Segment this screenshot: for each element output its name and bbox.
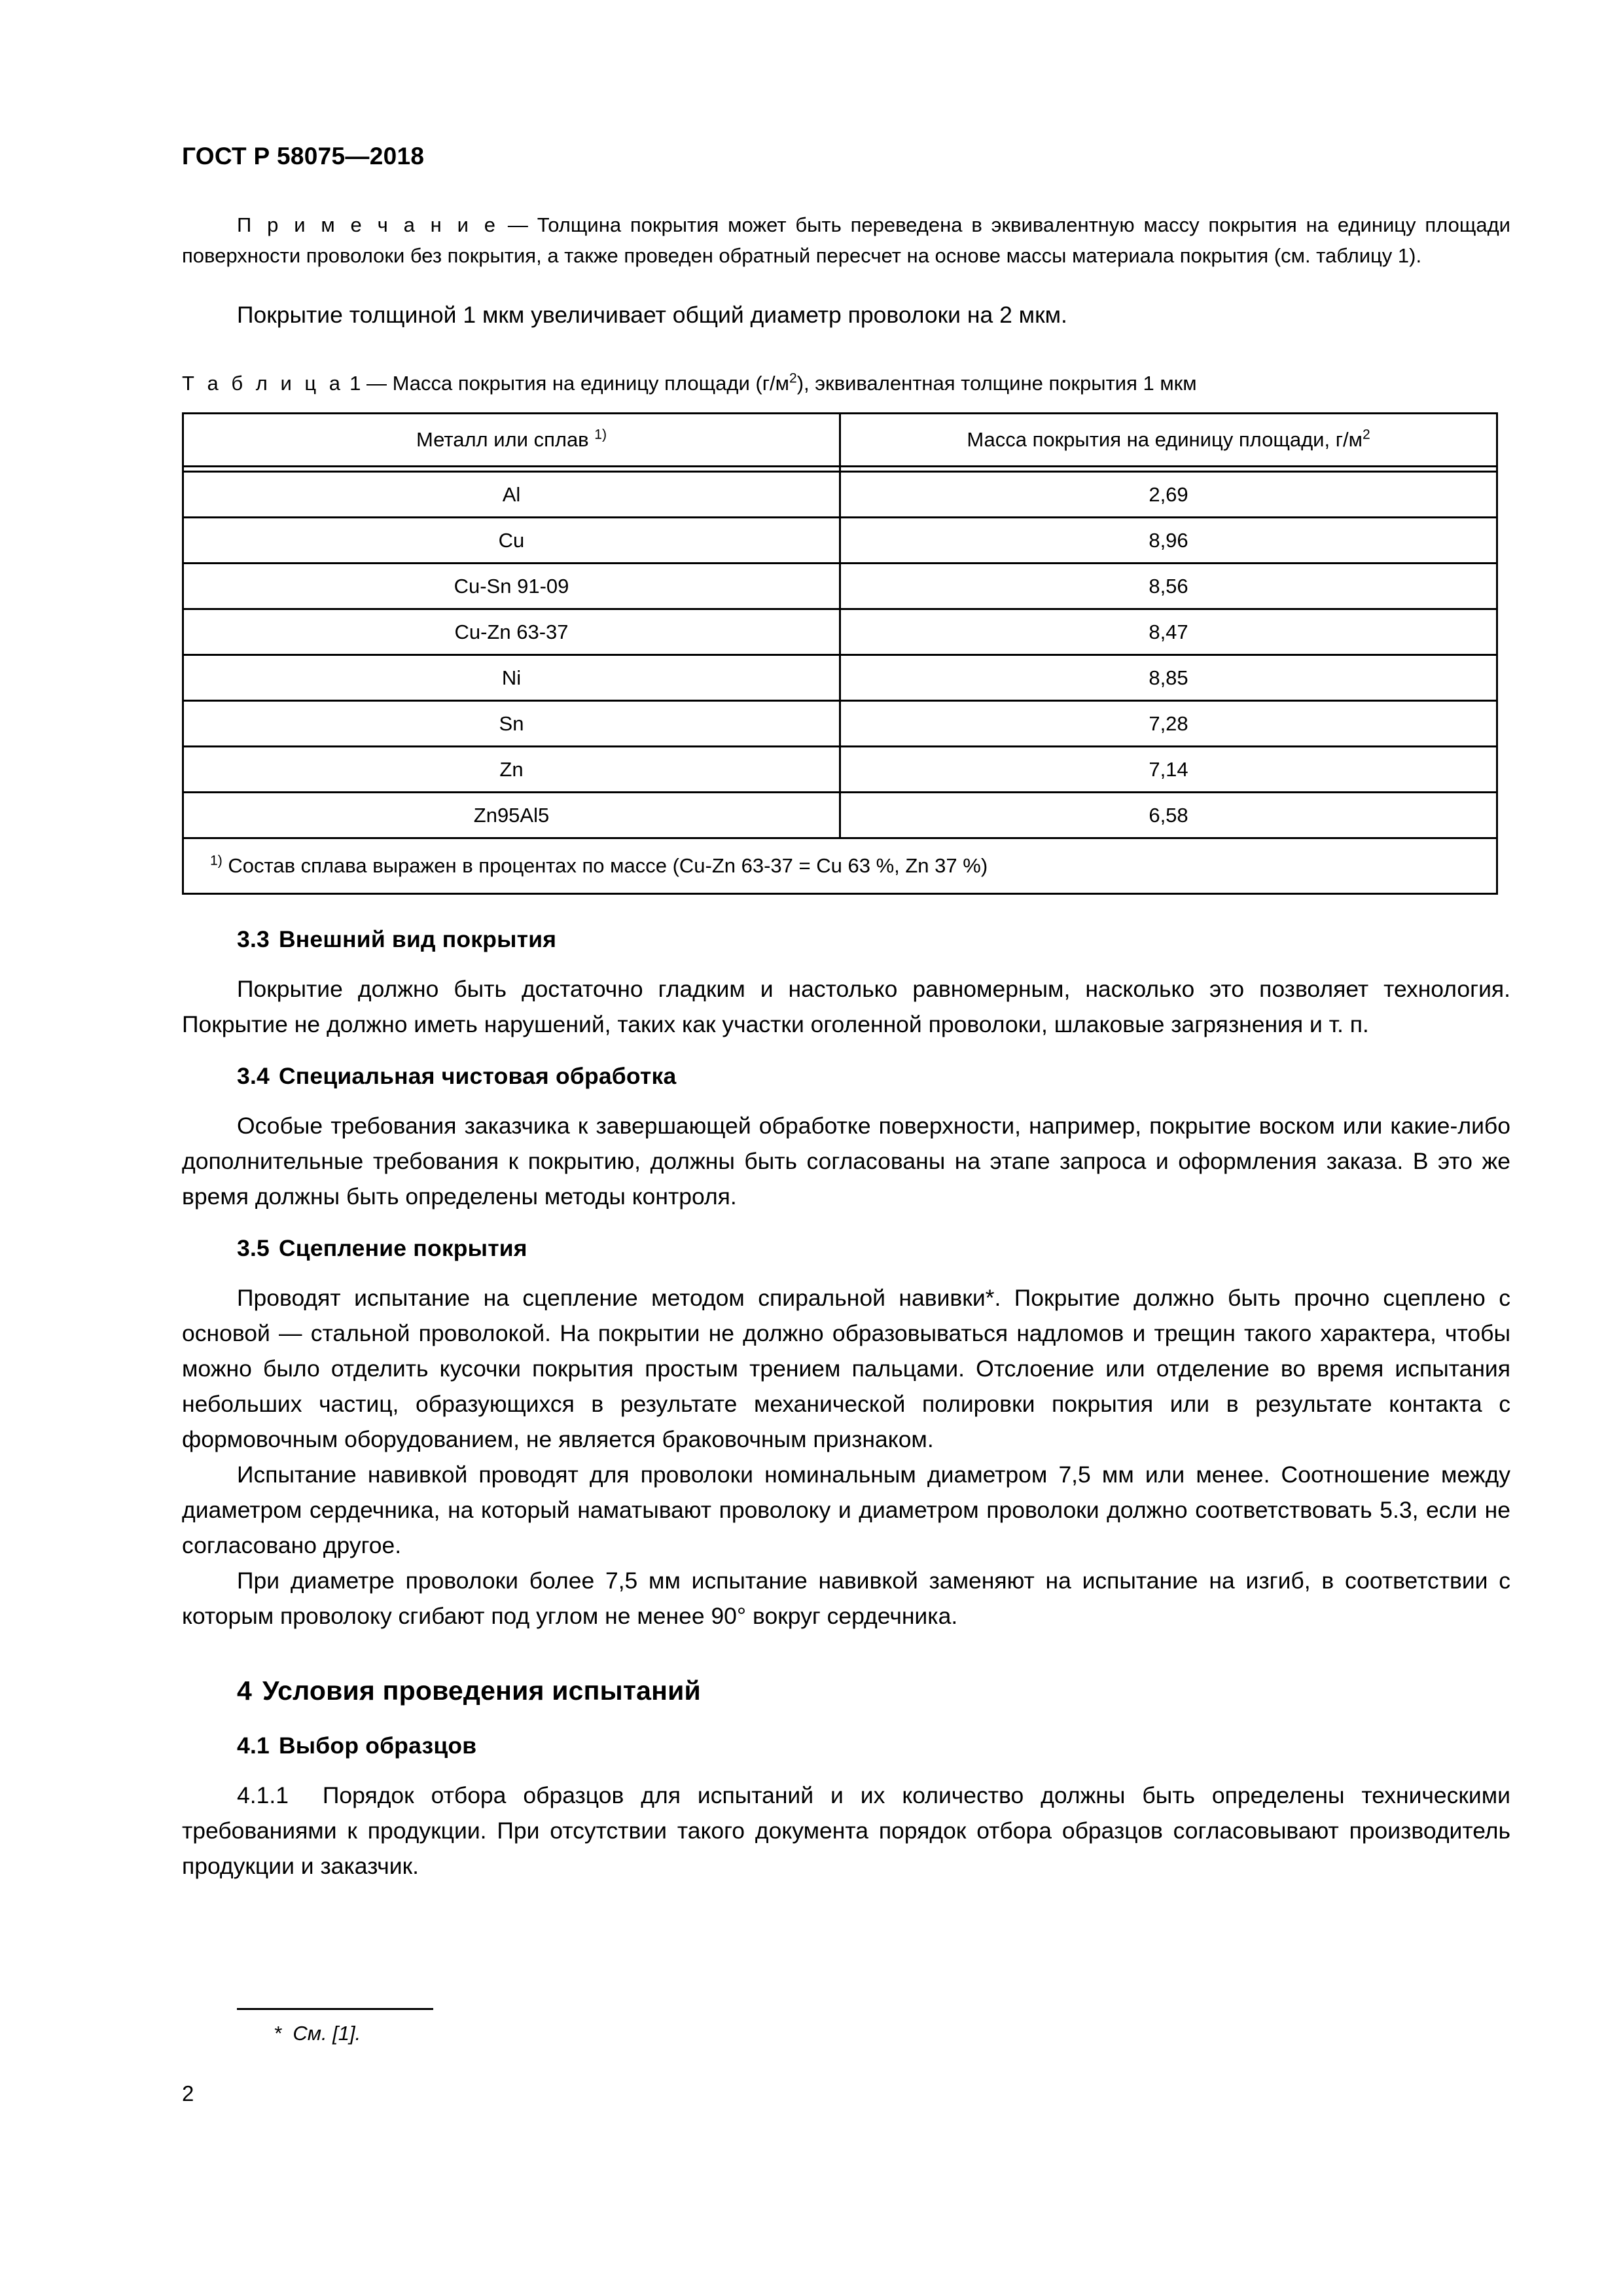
table-footnote-text: Состав сплава выражен в процентах по массе (Cu-Zn 63-37 = Cu 63 %, Zn 37 %) xyxy=(222,854,988,877)
heading-4-1-title: Выбор образцов xyxy=(278,1732,477,1759)
page-number: 2 xyxy=(182,2081,194,2106)
heading-3-4 xyxy=(182,1063,1510,1090)
cell-metal: Al xyxy=(183,472,840,518)
spacer xyxy=(182,1090,1510,1108)
note-body: Толщина покрытия может быть переведена в эквивалентную массу покрытия на единицу площади поверхности проволоки без покрытия, а также проведен обратный пересчет на основе массы материала покрытия (см. таблицу 1). xyxy=(182,213,1510,267)
table-caption xyxy=(182,369,1510,398)
table-header-double-rule xyxy=(183,467,1497,472)
table-header-row xyxy=(183,414,1497,467)
cell-metal: Cu-Sn 91-09 xyxy=(183,564,840,609)
note-paragraph xyxy=(182,209,1510,271)
heading-3-3-title: Внешний вид покрытия xyxy=(278,926,557,952)
paragraph-4-1-1 xyxy=(182,1778,1510,1884)
cell-mass: 7,14 xyxy=(840,747,1497,793)
paragraph-3-3: Покрытие должно быть достаточно гладким и настолько равномерным, насколько это позволяет технология. Покрытие не должно иметь нарушений, таких как участки оголенной проволоки, шлаковые загрязнения и т. п. xyxy=(182,976,1510,1037)
heading-3-3 xyxy=(182,926,1510,953)
heading-4-title: Условия проведения испытаний xyxy=(262,1676,701,1706)
cell-mass: 2,69 xyxy=(840,472,1497,518)
rule-left xyxy=(183,467,840,472)
note-label: П р и м е ч а н и е xyxy=(237,213,499,236)
spacer xyxy=(182,332,1510,369)
cell-metal: Cu xyxy=(183,518,840,564)
paragraph-4-1-1-body: Порядок отбора образцов для испытаний и их количество должны быть определены техническими требованиями к продукции. При отсутствии такого документа порядок отбора образцов согласовывают производитель продукции и заказчик. xyxy=(182,1782,1511,1879)
rule-right xyxy=(840,467,1497,472)
footnote-marker: * xyxy=(274,2022,282,2045)
table-header-mass-text: Масса покрытия на единицу площади, г/м xyxy=(967,428,1363,451)
table-row xyxy=(183,564,1497,609)
paragraph-3-5-1: Проводят испытание на сцепление методом спиральной навивки*. Покрытие должно быть прочно сцеплено с основой — стальной проволокой. На покрытии не должно образовываться надломов и трещин такого характера, чтобы можно было отделить кусочки покрытия простым трением пальцами. Отслоение или отделение во время испытания небольших частиц, образующихся в результате механической полировки покрытия или в результате контакта с формовочным оборудованием, не является браковочным признаком. xyxy=(182,1285,1510,1452)
paragraph-3-5-3: При диаметре проволоки более 7,5 мм испытание навивкой заменяют на испытание на изгиб, в соответствии с которым проволоку сгибают под углом не менее 90° вокруг сердечника. xyxy=(182,1568,1510,1629)
cell-metal: Ni xyxy=(183,655,840,701)
table-header-metal xyxy=(183,414,840,467)
spacer xyxy=(182,1759,1510,1778)
paragraph-3-5-2: Испытание навивкой проводят для проволоки номинальным диаметром 7,5 мм или менее. Соотношение между диаметром сердечника, на который наматывают проволоку и диаметром проволоки должно соответствовать 5.3, если не согласовано другое. xyxy=(182,1462,1510,1558)
note-dash: — xyxy=(499,213,537,236)
spacer xyxy=(182,271,1510,297)
table-caption-label: Т а б л и ц а xyxy=(182,372,344,395)
spacer xyxy=(182,953,1510,971)
heading-4-1 xyxy=(182,1732,1510,1759)
heading-4 xyxy=(182,1676,1510,1706)
table-body xyxy=(183,472,1497,894)
page-number-block xyxy=(182,2081,194,2106)
table-footnote-cell xyxy=(183,838,1497,894)
cell-metal: Zn95Al5 xyxy=(183,793,840,838)
cell-mass: 7,28 xyxy=(840,701,1497,747)
paragraph-3-4: Особые требования заказчика к завершающей обработке поверхности, например, покрытие воском или какие-либо дополнительные требования к покрытию, должны быть согласованы на этапе запроса и оформления заказа. В это же время должны быть определены методы контроля. xyxy=(182,1113,1510,1210)
table-caption-superscript: 2 xyxy=(789,370,797,386)
table-header-mass-superscript: 2 xyxy=(1362,427,1370,442)
paragraph-thickness: Покрытие толщиной 1 мкм увеличивает общий диаметр проволоки на 2 мкм. xyxy=(237,302,1067,328)
table-caption-dash: — xyxy=(361,372,393,395)
spacer xyxy=(182,1214,1510,1235)
table-row xyxy=(183,701,1497,747)
heading-3-4-title: Специальная чистовая обработка xyxy=(278,1063,677,1089)
spacer xyxy=(182,1042,1510,1063)
table-row xyxy=(183,472,1497,518)
spacer xyxy=(182,1262,1510,1280)
cell-mass: 8,56 xyxy=(840,564,1497,609)
cell-metal: Zn xyxy=(183,747,840,793)
heading-4-1-number: 4.1 xyxy=(237,1732,270,1759)
table-caption-text-b: ), эквивалентная толщине покрытия 1 мкм xyxy=(796,372,1197,395)
document-header: ГОСТ Р 58075—2018 xyxy=(182,143,425,170)
table-row xyxy=(183,609,1497,655)
spacer xyxy=(182,398,1510,412)
footnote-text-content: См. [1]. xyxy=(293,2022,361,2045)
footnote xyxy=(182,2022,1510,2045)
page-content xyxy=(182,209,1510,1884)
table-footnote-row xyxy=(183,838,1497,894)
table-caption-number: 1 xyxy=(349,372,361,395)
spacer xyxy=(182,1706,1510,1732)
table-head xyxy=(183,414,1497,472)
table-footnote-superscript: 1) xyxy=(210,853,223,869)
cell-mass: 6,58 xyxy=(840,793,1497,838)
coating-mass-table xyxy=(182,412,1498,895)
cell-mass: 8,96 xyxy=(840,518,1497,564)
paragraph-4-1-1-number: 4.1.1 xyxy=(237,1782,289,1808)
spacer xyxy=(182,1634,1510,1676)
spacer xyxy=(182,2010,1510,2022)
table-row xyxy=(183,655,1497,701)
table-header-metal-text: Металл или сплав xyxy=(416,428,595,451)
heading-3-5-number: 3.5 xyxy=(237,1235,270,1261)
heading-3-3-number: 3.3 xyxy=(237,926,270,952)
spacer xyxy=(182,895,1510,926)
table-row xyxy=(183,793,1497,838)
cell-mass: 8,85 xyxy=(840,655,1497,701)
cell-mass: 8,47 xyxy=(840,609,1497,655)
table-header-mass xyxy=(840,414,1497,467)
heading-3-5-title: Сцепление покрытия xyxy=(278,1235,527,1261)
cell-metal: Cu-Zn 63-37 xyxy=(183,609,840,655)
table-caption-text-a: Масса покрытия на единицу площади (г/м xyxy=(392,372,789,395)
heading-3-4-number: 3.4 xyxy=(237,1063,270,1089)
table-header-metal-superscript: 1) xyxy=(594,427,607,442)
heading-3-5 xyxy=(182,1235,1510,1262)
footnote-block xyxy=(182,2008,1510,2045)
heading-4-number: 4 xyxy=(237,1676,253,1706)
cell-metal: Sn xyxy=(183,701,840,747)
table-row xyxy=(183,518,1497,564)
table-row xyxy=(183,747,1497,793)
